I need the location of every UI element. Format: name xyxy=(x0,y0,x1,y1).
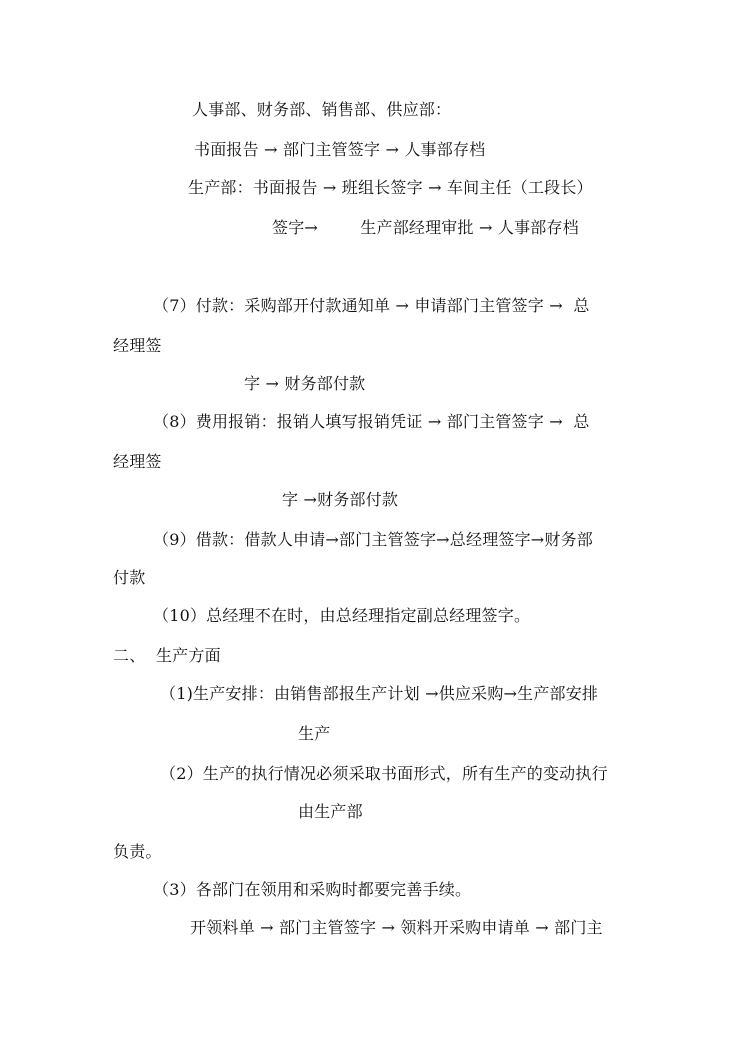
production-dept-flow-line: 生产部：书面报告 → 班组长签字 → 车间主任（工段长） xyxy=(188,178,593,197)
production-item-2-end: 负责。 xyxy=(113,842,162,861)
expense-item-8-cont: 经理签 xyxy=(113,452,162,471)
production-item-2: （2）生产的执行情况必须采取书面形式，所有生产的变动执行 xyxy=(160,764,608,783)
loan-item-9-cont: 付款 xyxy=(113,568,146,587)
production-approval-line: 签字→ 生产部经理审批 → 人事部存档 xyxy=(272,218,579,237)
departments-line: 人事部、财务部、销售部、供应部： xyxy=(192,100,452,119)
production-item-2-cont: 由生产部 xyxy=(298,802,363,821)
production-item-1-cont: 生产 xyxy=(298,724,331,743)
payment-item-7-cont: 经理签 xyxy=(113,336,162,355)
production-item-3: （3）各部门在领用和采购时都要完善手续。 xyxy=(153,880,472,899)
requisition-flow-line: 开领料单 → 部门主管签字 → 领料开采购申请单 → 部门主 xyxy=(190,918,603,937)
expense-item-8: （8）费用报销：报销人填写报销凭证 → 部门主管签字 → 总 xyxy=(153,412,590,431)
payment-item-7: （7）付款：采购部开付款通知单 → 申请部门主管签字 → 总 xyxy=(153,296,590,315)
loan-item-9: （9）借款：借款人申请→部门主管签字→总经理签字→财务部 xyxy=(153,530,593,549)
report-flow-line: 书面报告 → 部门主管签字 → 人事部存档 xyxy=(194,140,486,159)
payment-item-7-end: 字 → 财务部付款 xyxy=(244,374,366,393)
expense-item-8-end: 字 →财务部付款 xyxy=(282,490,399,509)
section-heading-production: 二、 生产方面 xyxy=(113,646,221,665)
production-item-1: （1)生产安排：由销售部报生产计划 →供应采购→生产部安排 xyxy=(160,684,599,703)
absence-item-10: （10）总经理不在时，由总经理指定副总经理签字。 xyxy=(153,606,531,625)
